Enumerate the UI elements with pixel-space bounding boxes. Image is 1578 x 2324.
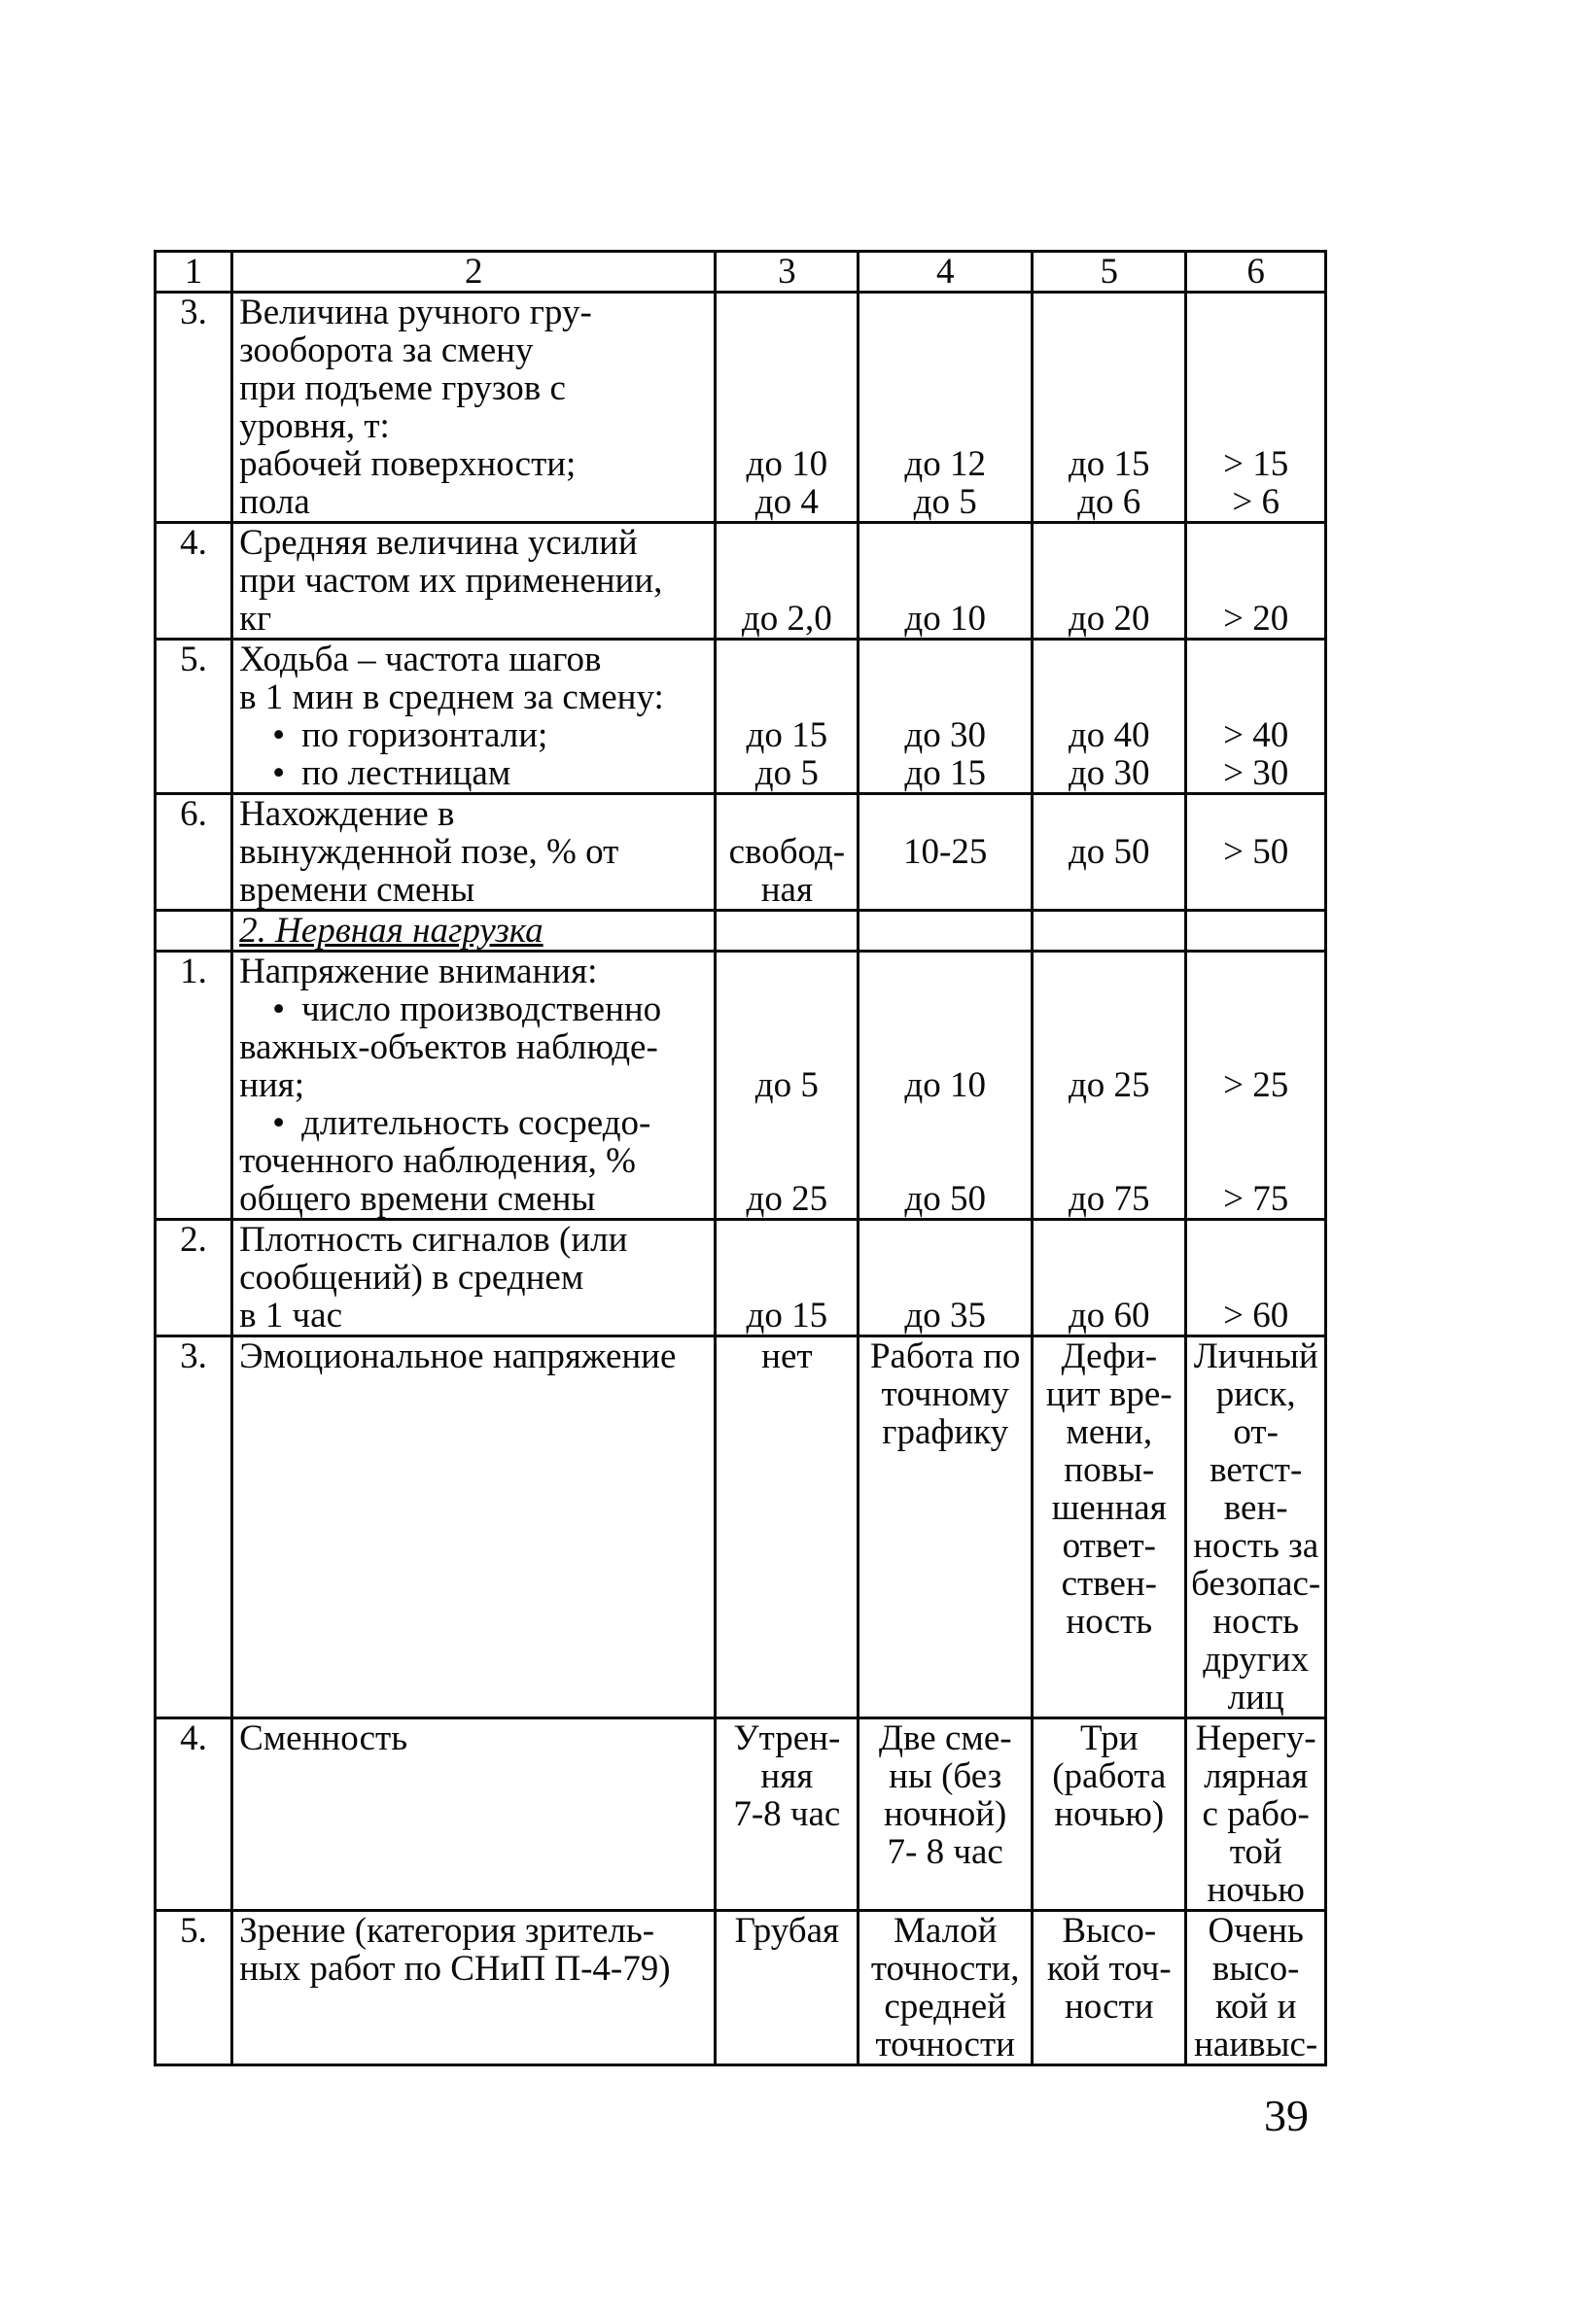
value-cell: до 40 до 30 — [1033, 640, 1186, 794]
value-cell: > 20 — [1186, 523, 1326, 640]
value-cell: Малой точности, средней точности — [859, 1911, 1033, 2065]
value-cell: Нерегу- лярная с рабо- той ночью — [1186, 1718, 1326, 1911]
value-cell: Две сме- ны (без ночной) 7- 8 час — [859, 1718, 1033, 1911]
bullet-item: • число производственно — [239, 990, 712, 1028]
value-cell: до 15 до 5 — [716, 640, 859, 794]
row-description: Плотность сигналов (или сообщений) в среднем в 1 час — [232, 1220, 716, 1336]
table-row — [156, 794, 1326, 911]
table-row — [156, 1718, 1326, 1911]
table-row — [156, 952, 1326, 1220]
row-description: Средняя величина усилий при частом их применении, кг — [232, 523, 716, 640]
row-number: 4. — [156, 523, 232, 640]
value-cell: > 60 — [1186, 1220, 1326, 1336]
table-row — [156, 640, 1326, 794]
row-description: Напряжение внимания: • число производственно важных-объектов наблюде- ния; • длительность сосредо- точенного наблюдения, % общего времени смены — [232, 952, 716, 1220]
row-description: Эмоциональное напряжение — [232, 1336, 716, 1718]
section-title: 2. Нервная нагрузка — [232, 911, 716, 952]
value-cell: > 25 > 75 — [1186, 952, 1326, 1220]
header-row — [156, 252, 1326, 293]
header-cell: 5 — [1033, 252, 1186, 293]
bullet-item: • по лестницам — [239, 754, 712, 792]
value-cell: Три (работа ночью) — [1033, 1718, 1186, 1911]
bullet-item: • по горизонтали; — [239, 716, 712, 754]
value-cell: Личный риск, от- ветст- вен- ность за безопас- ность других лиц — [1186, 1336, 1326, 1718]
value-cell: до 15 — [716, 1220, 859, 1336]
value-cell: до 10 до 4 — [716, 293, 859, 523]
value-cell: до 12 до 5 — [859, 293, 1033, 523]
row-description: Величина ручного гру- зооборота за смену при подъеме грузов с уровня, т: рабочей поверхности; пола — [232, 293, 716, 523]
value-cell: до 2,0 — [716, 523, 859, 640]
row-number: 3. — [156, 1336, 232, 1718]
section-row — [156, 911, 1326, 952]
table-row — [156, 1336, 1326, 1718]
row-description: Нахождение в вынужденной позе, % от времени смены — [232, 794, 716, 911]
value-cell: Утрен- няя 7-8 час — [716, 1718, 859, 1911]
page-number: 39 — [1264, 2091, 1309, 2140]
value-cell: до 60 — [1033, 1220, 1186, 1336]
row-number: 1. — [156, 952, 232, 1220]
value-cell: > 40 > 30 — [1186, 640, 1326, 794]
row-description: Сменность — [232, 1718, 716, 1911]
value-cell: до 35 — [859, 1220, 1033, 1336]
value-cell: до 50 — [1033, 794, 1186, 911]
value-cell: Высо- кой точ- ности — [1033, 1911, 1186, 2065]
value-cell: 10-25 — [859, 794, 1033, 911]
value-cell: до 20 — [1033, 523, 1186, 640]
value-cell: до 5 до 25 — [716, 952, 859, 1220]
header-cell: 4 — [859, 252, 1033, 293]
value-cell: Очень высо- кой и наивыс- — [1186, 1911, 1326, 2065]
header-cell: 6 — [1186, 252, 1326, 293]
value-cell: нет — [716, 1336, 859, 1718]
header-cell: 1 — [156, 252, 232, 293]
value-cell: до 30 до 15 — [859, 640, 1033, 794]
table-row — [156, 1220, 1326, 1336]
table-row — [156, 1911, 1326, 2065]
header-cell: 2 — [232, 252, 716, 293]
value-cell: до 25 до 75 — [1033, 952, 1186, 1220]
row-description: Ходьба – частота шагов в 1 мин в среднем за смену: • по горизонтали; • по лестницам — [232, 640, 716, 794]
norms-table — [154, 250, 1327, 2066]
row-number: 5. — [156, 640, 232, 794]
row-number: 2. — [156, 1220, 232, 1336]
header-cell: 3 — [716, 252, 859, 293]
row-number: 3. — [156, 293, 232, 523]
value-cell: свобод- ная — [716, 794, 859, 911]
row-number: 6. — [156, 794, 232, 911]
value-cell: > 50 — [1186, 794, 1326, 911]
value-cell: Грубая — [716, 1911, 859, 2065]
value-cell: Дефи- цит вре- мени, повы- шенная ответ- ствен- ность — [1033, 1336, 1186, 1718]
bullet-item: • длительность сосредо- — [239, 1104, 712, 1142]
value-cell: до 10 до 50 — [859, 952, 1033, 1220]
value-cell: > 15 > 6 — [1186, 293, 1326, 523]
table-row — [156, 293, 1326, 523]
row-number: 5. — [156, 1911, 232, 2065]
row-description: Зрение (категория зритель- ных работ по СНиП П-4-79) — [232, 1911, 716, 2065]
table-row — [156, 523, 1326, 640]
value-cell: до 10 — [859, 523, 1033, 640]
row-number: 4. — [156, 1718, 232, 1911]
value-cell: до 15 до 6 — [1033, 293, 1186, 523]
value-cell: Работа по точному графику — [859, 1336, 1033, 1718]
